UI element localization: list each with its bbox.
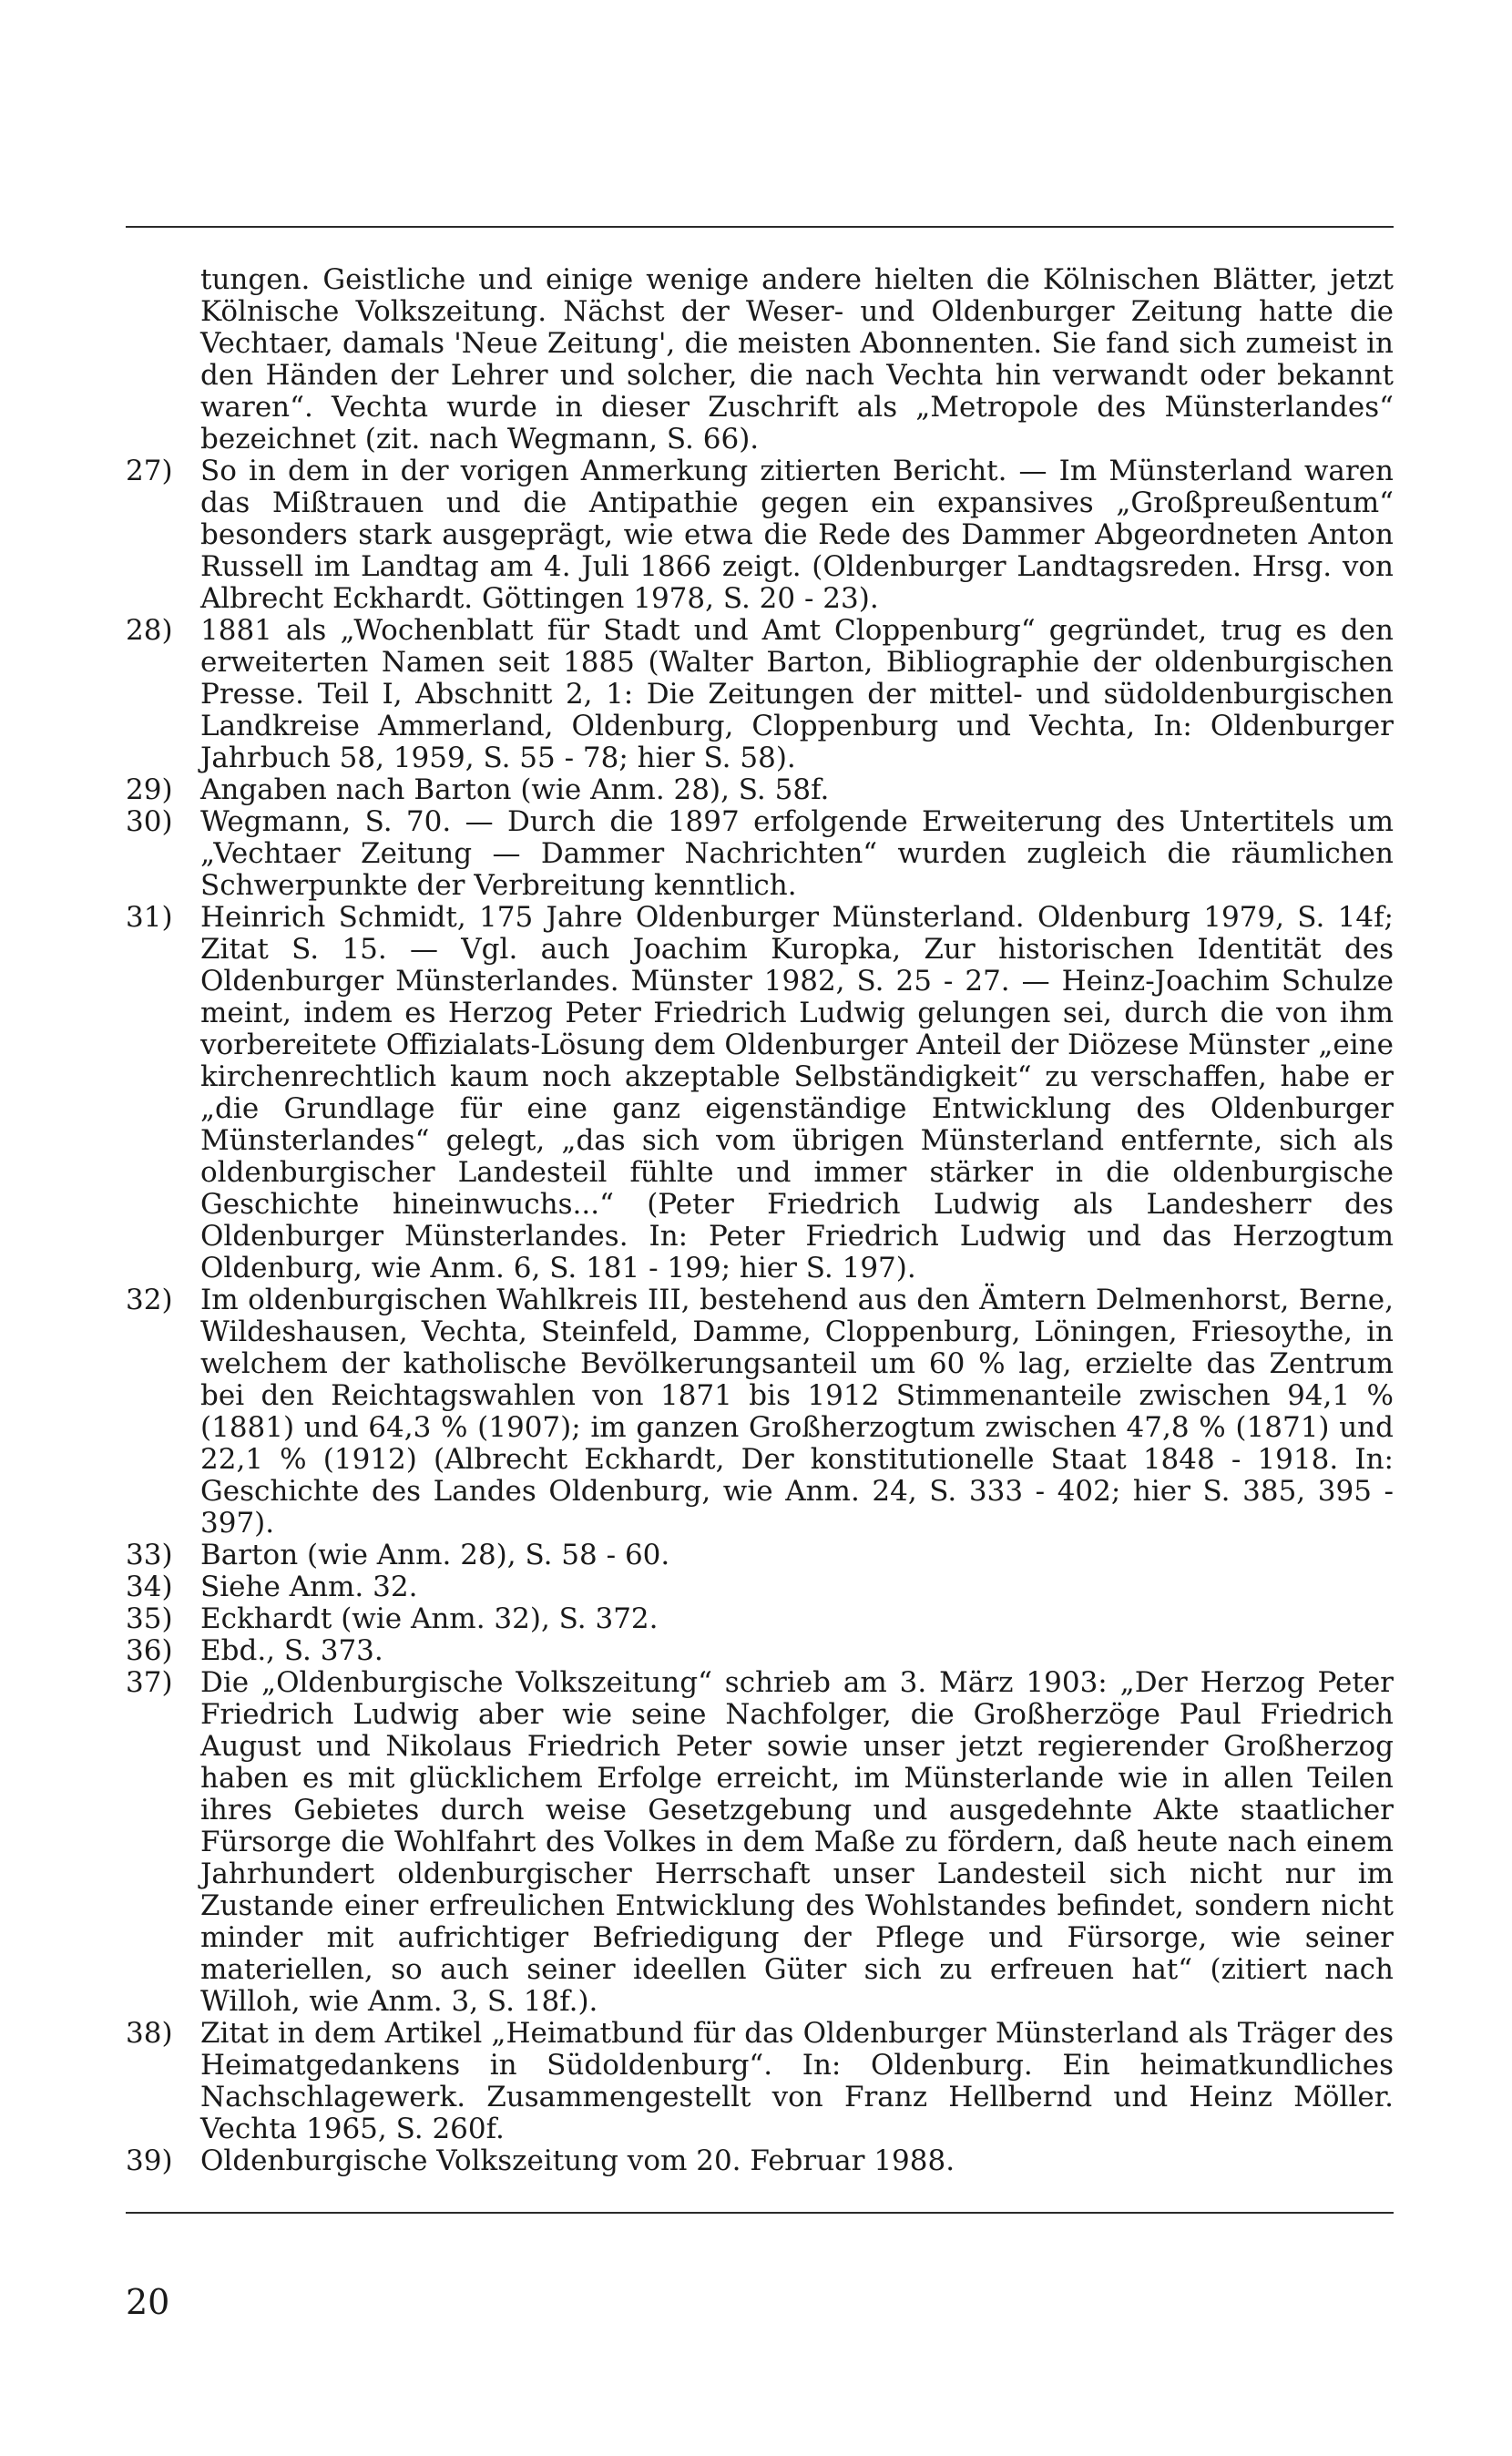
footnote-number: 36) xyxy=(126,1634,173,1667)
footnote-number: 30) xyxy=(126,805,173,838)
footnote-29 xyxy=(126,774,1394,806)
footnote-text: Ebd., S. 373. xyxy=(200,1634,383,1667)
footnote-37 xyxy=(126,1667,1394,2018)
footnote-continuation: tungen. Geistliche und einige wenige andere hielten die Kölnischen Blätter, jetzt Kölnische Volkszeitung. Nächst der Weser- und Oldenburger Zeitung hatte die Vechtaer, damals 'Neue Zeitung', die meisten Abonnenten. Sie fand sich zumeist in den Händen der Lehrer und solcher, die nach Vechta hin verwandt oder bekannt waren“. Vechta wurde in dieser Zuschrift als „Metropole des Münsterlandes“ bezeichnet (zit. nach Wegmann, S. 66). xyxy=(200,263,1394,455)
footnote-number: 35) xyxy=(126,1602,173,1635)
footnote-text: Angaben nach Barton (wie Anm. 28), S. 58f. xyxy=(200,773,830,806)
footnote-number: 38) xyxy=(126,2017,173,2050)
footnote-28 xyxy=(126,615,1394,774)
footnote-text: Barton (wie Anm. 28), S. 58 - 60. xyxy=(200,1539,670,1571)
footnote-number: 37) xyxy=(126,1666,173,1699)
footnote-text: Zitat in dem Artikel „Heimatbund für das Oldenburger Münsterland als Träger des Heimatgedankens in Südoldenburg“. In: Oldenburg. Ein heimatkundliches Nachschlagewerk. Zusammengestellt von Franz Hellbernd und Heinz Möller. Vechta 1965, S. 260f. xyxy=(200,2017,1394,2145)
footnote-text: Siehe Anm. 32. xyxy=(200,1571,418,1603)
footnote-number: 33) xyxy=(126,1539,173,1571)
footnote-text: Heinrich Schmidt, 175 Jahre Oldenburger Münsterland. Oldenburg 1979, S. 14f; Zitat S. 15. — Vgl. auch Joachim Kuropka, Zur historischen Identität des Oldenburger Münsterlandes. Münster 1982, S. 25 - 27. — Heinz-Joachim Schulze meint, indem es Herzog Peter Friedrich Ludwig gelungen sei, durch die von ihm vorbereitete Offizialats-Lösung dem Oldenburger Anteil der Diözese Münster „eine kirchenrechtlich kaum noch akzeptable Selbständigkeit“ zu verschaffen, habe er „die Grundlage für eine ganz eigenständige Entwicklung des Oldenburger Münsterlandes“ gelegt, „das sich vom übrigen Münsterland entfernte, sich als oldenburgischer Landesteil fühlte und immer stärker in die oldenburgische Geschichte hineinwuchs...“ (Peter Friedrich Ludwig als Landesherr des Oldenburger Münsterlandes. In: Peter Friedrich Ludwig und das Herzogtum Oldenburg, wie Anm. 6, S. 181 - 199; hier S. 197). xyxy=(200,901,1394,1284)
footnote-number: 34) xyxy=(126,1571,173,1603)
footnote-text: So in dem in der vorigen Anmerkung zitierten Bericht. — Im Münsterland waren das Mißtrauen und die Antipathie gegen ein expansives „Großpreußentum“ besonders stark ausgeprägt, wie etwa die Rede des Dammer Abgeordneten Anton Russell im Landtag am 4. Juli 1866 zeigt. (Oldenburger Landtagsreden. Hrsg. von Albrecht Eckhardt. Göttingen 1978, S. 20 - 23). xyxy=(200,455,1394,615)
footnote-34 xyxy=(126,1571,1394,1603)
footnote-text: Im oldenburgischen Wahlkreis III, bestehend aus den Ämtern Delmenhorst, Berne, Wildeshausen, Vechta, Steinfeld, Damme, Cloppenburg, Löningen, Friesoythe, in welchem der katholische Bevölkerungsanteil um 60 % lag, erzielte das Zentrum bei den Reichtagswahlen von 1871 bis 1912 Stimmenanteile zwischen 94,1 % (1881) und 64,3 % (1907); im ganzen Großherzogtum zwischen 47,8 % (1871) und 22,1 % (1912) (Albrecht Eckhardt, Der konstitutionelle Staat 1848 - 1918. In: Geschichte des Landes Oldenburg, wie Anm. 24, S. 333 - 402; hier S. 385, 395 - 397). xyxy=(200,1284,1394,1540)
footnote-39 xyxy=(126,2145,1394,2177)
footnote-27 xyxy=(126,455,1394,615)
footnote-35 xyxy=(126,1603,1394,1635)
footnote-31 xyxy=(126,902,1394,1284)
top-rule xyxy=(126,226,1394,228)
footnote-text: Wegmann, S. 70. — Durch die 1897 erfolgende Erweiterung des Untertitels um „Vechtaer Zeitung — Dammer Nachrichten“ wurden zugleich die räumlichen Schwerpunkte der Verbreitung kenntlich. xyxy=(200,805,1394,902)
page-number: 20 xyxy=(126,2282,170,2322)
footnote-38 xyxy=(126,2018,1394,2145)
footnote-number: 28) xyxy=(126,614,173,647)
footnote-36 xyxy=(126,1635,1394,1667)
footnote-32 xyxy=(126,1284,1394,1540)
footnote-text: 1881 als „Wochenblatt für Stadt und Amt Cloppenburg“ gegründet, trug es den erweiterten Namen seit 1885 (Walter Barton, Bibliographie der oldenburgischen Presse. Teil I, Abschnitt 2, 1: Die Zeitungen der mittel- und südoldenburgischen Landkreise Ammerland, Oldenburg, Cloppenburg und Vechta, In: Oldenburger Jahrbuch 58, 1959, S. 55 - 78; hier S. 58). xyxy=(200,614,1394,774)
footnote-text: Die „Oldenburgische Volkszeitung“ schrieb am 3. März 1903: „Der Herzog Peter Friedrich Ludwig aber wie seine Nachfolger, die Großherzöge Paul Friedrich August und Nikolaus Friedrich Peter sowie unser jetzt regierender Großherzog haben es mit glücklichem Erfolge erreicht, im Münsterlande wie in allen Teilen ihres Gebietes durch weise Gesetzgebung und ausgedehnte Akte staatlicher Fürsorge die Wohlfahrt des Volkes in dem Maße zu fördern, daß heute nach einem Jahrhundert oldenburgischer Herrschaft unser Landesteil sich nicht nur im Zustande einer erfreulichen Entwicklung des Wohlstandes befindet, sondern nicht minder mit aufrichtiger Befriedigung der Pflege und Fürsorge, wie seiner materiellen, so auch seiner ideellen Güter sich zu erfreuen hat“ (zitiert nach Willoh, wie Anm. 3, S. 18f.). xyxy=(200,1666,1394,2018)
footnote-text: Eckhardt (wie Anm. 32), S. 372. xyxy=(200,1602,659,1635)
footnote-number: 27) xyxy=(126,455,173,487)
footnote-number: 29) xyxy=(126,773,173,806)
footnote-text: Oldenburgische Volkszeitung vom 20. Februar 1988. xyxy=(200,2144,955,2177)
footnote-number: 39) xyxy=(126,2144,173,2177)
footnote-number: 32) xyxy=(126,1284,173,1316)
footnotes xyxy=(126,264,1394,2177)
footnote-number: 31) xyxy=(126,901,173,934)
bottom-rule xyxy=(126,2212,1394,2214)
footnote-33 xyxy=(126,1540,1394,1571)
footnote-30 xyxy=(126,806,1394,902)
